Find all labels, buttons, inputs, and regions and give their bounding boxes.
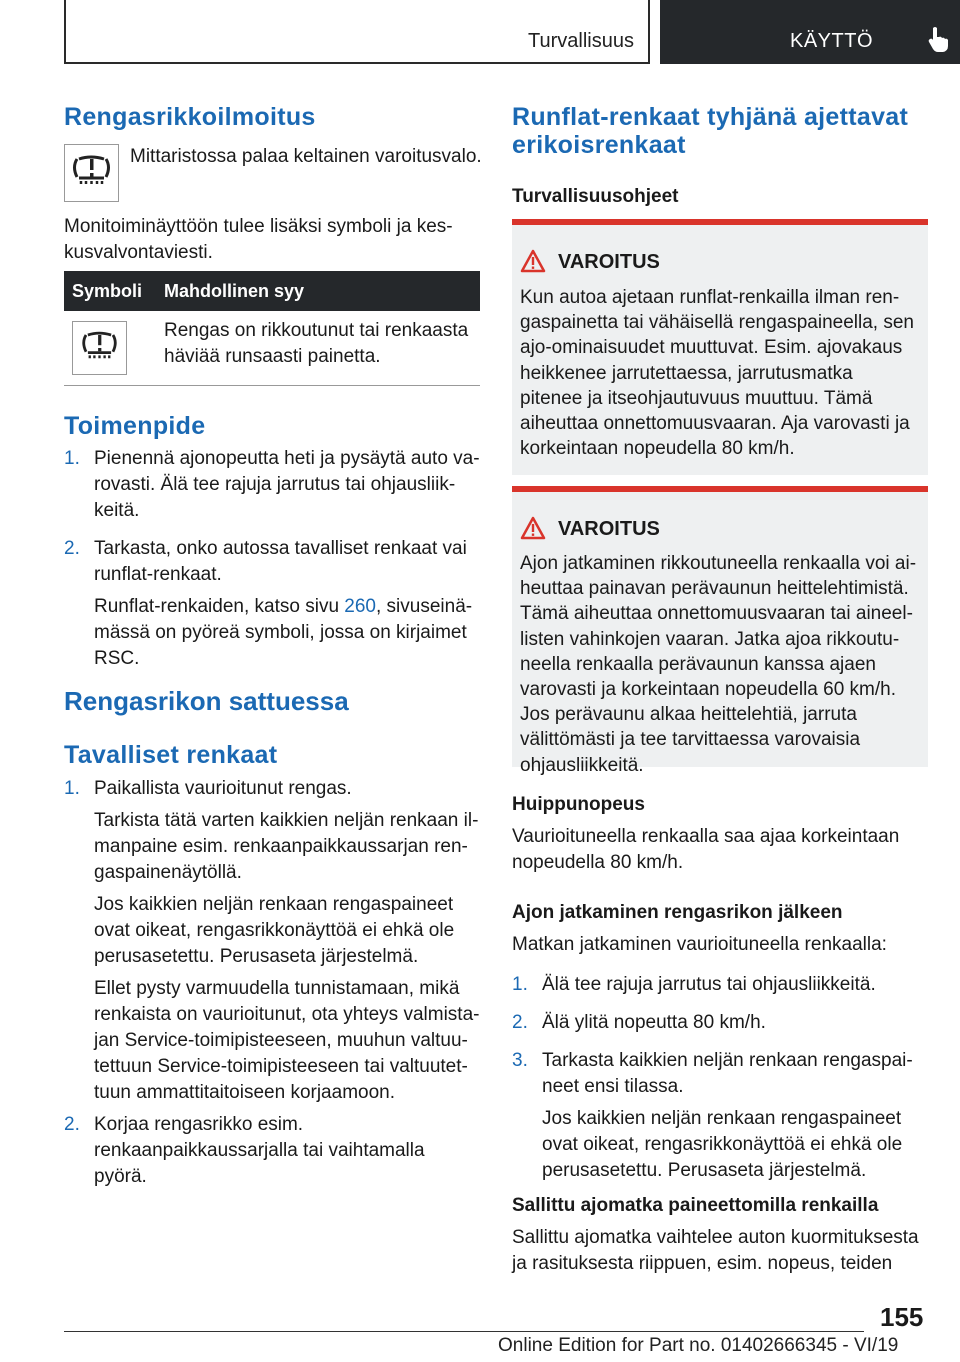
- header-section-title: Turvallisuus: [528, 30, 634, 52]
- warning-text: Kun autoa ajetaan runflat-renkailla ilman rengaspainetta tai vähäisellä rengaspaineella, sen ajo-ominaisuudet muuttuvat. Esim. ajovakaus heikkenee jarrutettaessa, jarrutusmatka pitenee ja itseohjautuvuus muuttuu. Tämä aiheuttaa onnettomuusvaaran. Aja varovasti ja korkeintaan nopeudella 80 km/h.: [520, 287, 914, 460]
- list-item: 1. Paikallista vaurioitunut rengas. Tarkista tätä varten kaikkien neljän renkaan ilmanpaine esim. renkaanpaikkaussarjan rengaspainenäytöllä. Jos kaikkien neljän renkaan rengaspaineet ovat oikeat, rengasrikkonäyttöä ei ehkä ole perusasetettu. Perusaseta järjestelmä. Ellet pysty varmuudella tunnistamaan, mikä renkaista on vaurioitunut, ota yhteys valmistajan Service-toimipisteeseen, muuhun valtuutettuun Service-toimipisteeseen tai valtuutettuun ammattitaitoiseen korjaamoon.: [64, 778, 480, 1103]
- lamp-caption: Mittaristossa palaa keltainen varoitusvalo.: [130, 146, 482, 167]
- heading-top-speed: Huippunopeus: [512, 794, 645, 815]
- hand-pointer-icon: [928, 26, 950, 52]
- page-number: 155: [880, 1302, 924, 1332]
- header-chapter-tab[interactable]: [660, 0, 960, 64]
- heading-flat-tire: Rengasrikon sattuessa: [64, 686, 349, 716]
- continue-steps-list: [512, 972, 928, 1184]
- heading-action: Toimenpide: [64, 412, 206, 440]
- table-header-symbol: Symboli: [72, 281, 143, 301]
- table-bottom-rule: [64, 385, 480, 386]
- list-item: 1. Älä tee rajuja jarrutus tai ohjausliikkeitä.: [512, 974, 876, 995]
- list-item: 2. Tarkasta, onko autossa tavalliset renkaat vai runflat-renkaat. Runflat-renkaiden, katso sivu 260, sivuseinämässä on pyöreä symboli, jossa on kirjaimet RSC.: [64, 536, 480, 672]
- list-item: 2. Korjaa rengasrikko esim. renkaanpaikkaussarjalla tai vaihtamalla pyörä.: [64, 1114, 425, 1187]
- action-steps-list: [64, 446, 480, 672]
- top-speed-text: Vaurioituneella renkaalla saa ajaa korkeintaan nopeudella 80 km/h.: [512, 826, 900, 873]
- tire-pressure-warning-icon: [72, 321, 127, 375]
- footer-edition: Online Edition for Part no. 01402666345 - VI/19: [498, 1335, 899, 1356]
- heading-runflat: Runflat-renkaat tyhjänä ajettavat erikoisrenkaat: [512, 103, 909, 159]
- table-row-cause: Rengas on rikkoutunut tai renkaasta häviää runsaasti painetta.: [164, 320, 469, 367]
- heading-normal-tires: Tavalliset renkaat: [64, 741, 278, 769]
- warning-box: [512, 486, 928, 776]
- warning-triangle-icon: [520, 516, 546, 540]
- list-item: 1. Pienennä ajonopeutta heti ja pysäytä auto varovasti. Älä tee rajuja jarrutus tai ohjausliikkeitä.: [64, 448, 480, 521]
- warning-title: VAROITUS: [558, 251, 660, 273]
- right-column: [512, 100, 928, 1274]
- warning-box: [512, 219, 928, 475]
- page-link-260[interactable]: 260: [344, 596, 376, 617]
- notice-intro: Monitoiminäyttöön tulee lisäksi symboli ja keskusvalvontaviesti.: [64, 216, 453, 263]
- table-header-cause: Mahdollinen syy: [164, 281, 305, 301]
- list-item: 3. Tarkasta kaikkien neljän renkaan rengaspaineet ensi tilassa. Jos kaikkien neljän renkaan rengaspaineet ovat oikeat, rengasrikkonäyttöä ei ehkä ole perusasetettu. Perusaseta järjestelmä.: [512, 1050, 913, 1181]
- allowed-range-text: Sallittu ajomatka vaihtelee auton kuormituksesta ja rasituksesta riippuen, esim. nopeus, teiden: [512, 1227, 919, 1274]
- heading-allowed-range: Sallittu ajomatka paineettomilla renkailla: [512, 1195, 879, 1216]
- footer-rule: [64, 1331, 864, 1332]
- normal-tire-steps-list: [64, 776, 480, 1190]
- header-chapter-title: KÄYTTÖ: [790, 30, 874, 52]
- heading-continue: Ajon jatkaminen rengasrikon jälkeen: [512, 902, 843, 923]
- symbol-table-header: [64, 271, 480, 311]
- heading-notice: Rengasrikkoilmoitus: [64, 103, 316, 131]
- header-section-box: [64, 0, 650, 64]
- warning-triangle-icon: [520, 249, 546, 273]
- heading-safety: Turvallisuusohjeet: [512, 186, 679, 207]
- continue-intro: Matkan jatkaminen vaurioituneella renkaalla:: [512, 934, 887, 955]
- warning-title: VAROITUS: [558, 518, 660, 540]
- tire-pressure-warning-icon: [64, 144, 119, 202]
- left-column: [64, 100, 480, 1200]
- list-item: 2. Älä ylitä nopeutta 80 km/h.: [512, 1012, 766, 1033]
- step-note: Runflat-renkaiden, katso sivu 260, sivuseinämässä on pyöreä symboli, jossa on kirjaimet RSC.: [94, 596, 473, 669]
- warning-text: Ajon jatkaminen rikkoutuneella renkaalla voi aiheuttaa painavan perävaunun heittelehtimistä. Tämä aiheuttaa onnettomuusvaaran tai aineellisten vahinkojen vaaran. Jatka ajoa rikkoutuneella renkaalla perävaunun kanssa ajaen varovasti ja korkeintaan nopeudella 60 km/h. Jos perävaunu alkaa heittelehtiä, jarruta välittömästi ja tee tarvittaessa varovaisia ohjausliikkeitä.: [520, 553, 917, 776]
